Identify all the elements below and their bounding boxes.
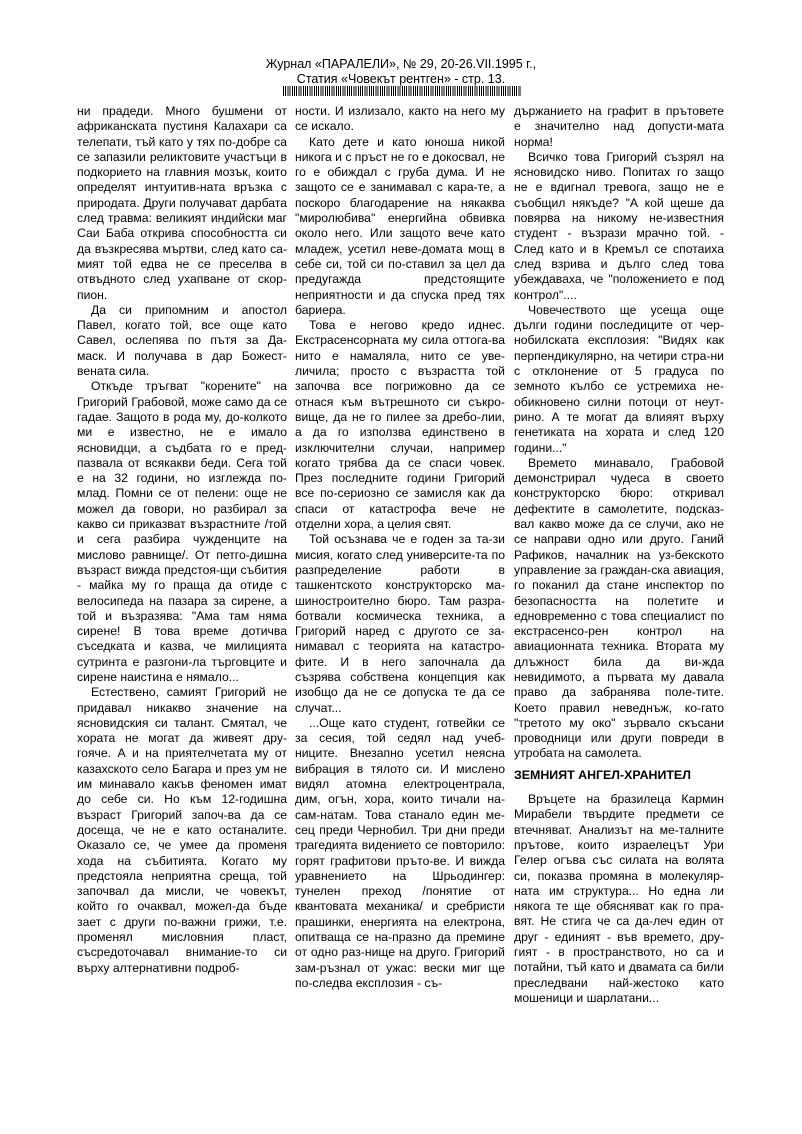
paragraph: Като дете и като юноша никой никога и с пръст не го е докосвал, не го е обиждал с груба дума. И не защото се е занимавал с кара-те, а поскоро благодарение на някаква "миролюбива" енергийна обвивка около него. Или защото вече като младеж, усетил неве-домата мощ в себе си, той си по-ставил за цел да предугажда предстоящите неприятности и да спуска пред тях бариера. bbox=[295, 134, 505, 317]
column-1 bbox=[77, 104, 287, 976]
column-3 bbox=[514, 104, 724, 1006]
section-heading: ЗЕМНИЯТ АНГЕЛ-ХРАНИТЕЛ bbox=[514, 767, 691, 782]
column-2 bbox=[295, 104, 505, 991]
paragraph: ни прадеди. Много бушмени от африканската пустиня Калахари са телепати, тъй като у тях по-добре са се запазили реликтовите участъци в подкорието на главния мозък, които определят интуитив-ната връзка с природата. Други получават дарбата след травма: великият индийски маг Саи Баба открива способността си да възкресява мъртви, след като са-мият той едва не се преселва в отвъдното след ухапване от скор-пион. bbox=[77, 104, 287, 302]
article-header: Статия «Човекът рентген» - стр. 13. bbox=[296, 72, 506, 86]
paragraph: Всичко това Григорий съзрял на ясновидско ниво. Попитах го защо не е вдигнал тревога, защо не е съобщил някъде? "А кой щеше да повярва на никому не-известния студент - възрази мрачно той. - След като и в Кремъл се спотаиха след взрива и дълго след това убеждаваха, че "положението е под контрол".... bbox=[514, 149, 724, 302]
paragraph: Човечеството ще усеща още дълги години последиците от чер-нобилската експлозия: "Видях как перпендикулярно, на четири стра-ни с отклонение от 5 градуса по земното кълбо се устремиха не-обикновено силни потоци от неут-рино. А те могат да влияят върху генетиката на хората и след 120 години..." bbox=[514, 302, 724, 455]
paragraph: ...Още като студент, готвейки се за сесия, той седял над учеб-ниците. Внезапно усетил неясна вибрация в тялото си. И мислено видял атомна електроцентрала, дим, огън, хора, които тичали на-сам-натам. Това станало един ме-сец преди Чернобил. Три дни преди трагедията видението се повторило: горят графитови пръто-ве. И вижда уравнението на Шрьодингер: тунелен преход /понятие от квантовата механика/ и сребристи прашинки, енергията на електрона, опитваща се на-празно да премине от одно раз-нище на друго. Григорий зам-ръзнал от ужас: вески миг ще по-следва експлозия - съ- bbox=[295, 715, 505, 990]
paragraph: държанието на графит в прътовете е значително над допусти-мата норма! bbox=[514, 104, 724, 149]
paragraph: Времето минавало, Грабовой демонстрирал чудеса в своето конструкторско бюро: откривал дефектите в самолетите, подсказ-вал какво може да се случи, ако не се направи одно или друго. Ганий Рафиков, началник на уз-бекското управление за граждан-ска авиация, го поканил да стане инспектор по безопасността на полетите и едновременно с това специалист по екстрасенсо-рен контрол на авиационната техника. Втората му длъжност била да ви-жда невидимото, а първата му давала право да забранява поле-тите. Което правил неведнъж, ко-гато "третото му око" зървало скъсани проводници или други повреди в утробата на самолета. bbox=[514, 455, 724, 761]
paragraph: Това е негово кредо иднес. Екстрасенсорната му сила оттога-ва нито е намаляла, нито се уве-личила; просто с възрастта той започва все погрижовно да се отнася към вътрешното си съкро-вище, да не го пилее за дребо-лии, а да го използва единствено в изключителни случаи, например когато трябва да се спаси човек. През последните години Григорий все по-сериозно се замисля как да спаси от катастрофа вече не отделни хора, а целия свят. bbox=[295, 318, 505, 532]
header-separator bbox=[283, 86, 521, 96]
paragraph: Да си припомним и апостол Павел, когато той, все още като Савел, ослепява по пътя за Да-маск. И получава в дар Божест-вената сила. bbox=[77, 302, 287, 379]
paragraph: ности. И излизало, както на него му се искало. bbox=[295, 104, 505, 134]
paragraph: Естествено, самият Григорий не придавал никакво значение на ясновидския си талант. Смятал, че хората не могат да живеят дру-гояче. А и на приятелчетата му от казахското село Багара и през ум не им минавало какъв феномен имат до себе си. Но към 12-годишна възраст Григорий започ-ва да се досеща, че не е като останалите. Оказало се, че умее да променя хода на събитията. Когато му предстояла неприятна среща, той започвал да мисли, че човекът, който го очаквал, можел-да бъде зает с други по-важни грижи, т.е. променял мисловния пласт, съсредоточавал вниманиe-то си върху алтернативни подроб- bbox=[77, 685, 287, 975]
paragraph: Откъде тръгват "корените" на Григорий Грабовой, може само да се гадае. Защото в рода му, до-колкото ми е известно, не е имало ясновидци, а съдбата го е пред-пазвала от всякакви беди. Сега той е на 32 години, но изглежда по-млад. Помни се от пелени: още не можел да говори, но разбирал за какво си приказват възрастните /той и сега разбира чужденците на мислово равнище/. От петго-дишна възраст вижда предстоя-щи събития - майка му го праща да отиде с велосипеда на пазара за сирене, а той и възразява: "Ама там няма сирене! В това време дотичва съседката и казва, че милицията сутринта е разгони-ла търговците и сирене наистина е нямало... bbox=[77, 379, 287, 684]
paragraph: Той осъзнава че е годен за та-зи мисия, когато след университе-та по разпределение работи в ташкентското конструкторско ма-шиностроително бюро. Там разра-ботвали космическа техника, а Григорий наред с другото се за-нимавал с теорията на катастро-фите. И в него започнала да съзрява собствена концепция как изобщо да не се допуска те да се случат... bbox=[295, 532, 505, 715]
journal-header: Журнал «ПАРАЛЕЛИ», № 29, 20-26.VII.1995 г., bbox=[265, 57, 537, 71]
paragraph: Връцете на бразилеца Кармин Мирабели твърдите предмети се втечняват. Анализът на ме-талните прътове, които израелецът Ури Гелер огъва със силата на волята си, показва промяна в молекуляр-ната им структура... Но една ли някога те ще обясняват как го пра-вят. Не стига че са да-леч един от друг - единият - във времето, дру-гият - в пространството, но са и потайни, тъй като и двамата са били преследвани най-жестоко като мошеници и шарлатани... bbox=[514, 792, 724, 1005]
